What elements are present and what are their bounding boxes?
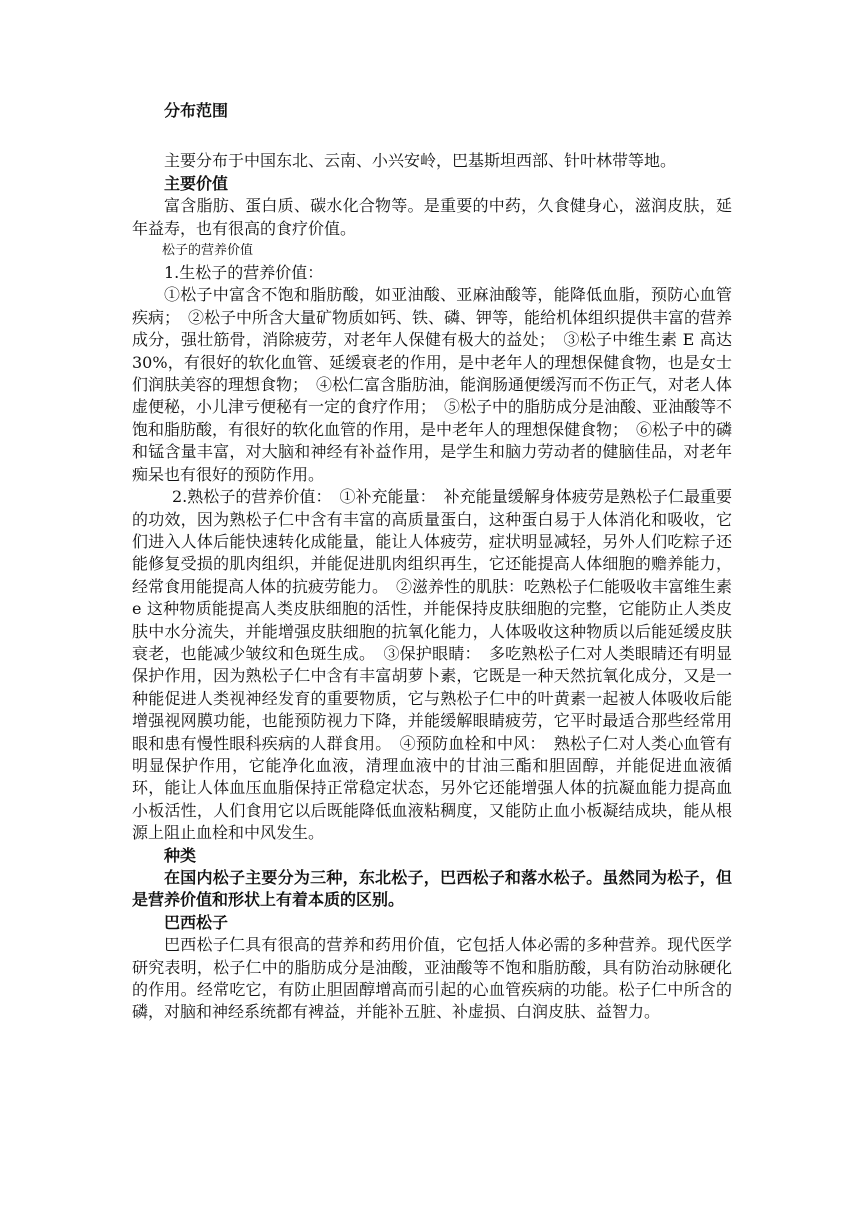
paragraph-types: 在国内松子主要分为三种，东北松子，巴西松子和落水松子。虽然同为松子，但是营养价值和形状上有着本质的区别。	[132, 868, 732, 910]
paragraph-brazil: 巴西松子仁具有很高的营养和药用价值，它包括人体必需的多种营养。现代医学研究表明，松子仁中的脂肪成分是油酸，亚油酸等不饱和脂肪酸，具有防治动脉硬化的作用。经常吃它，有防止胆固醇增高而引起的心血管疾病的功能。松子仁中所含的磷，对脑和神经系统都有裨益，并能补五脏、补虚损、白润皮肤、益智力。	[132, 935, 732, 1022]
section-title-distribution: 分布范围	[164, 101, 229, 120]
section-title-brazil: 巴西松子	[164, 912, 229, 932]
paragraph-raw-nutrition: ①松子中富含不饱和脂肪酸，如亚油酸、亚麻油酸等，能降低血脂，预防心血管疾病； ②松子中所含大量矿物质如钙、铁、磷、钾等，能给机体组织提供丰富的营养成分，强壮筋骨，消除疲劳，对老年人保健有极大的益处； ③松子中维生素 E 高达 30%，有很好的软化血管、延缓衰老的作用，是中老年人的理想保健食物，也是女士们润肤美容的理想食物； ④松仁富含脂肪油，能润肠通便缓泻而不伤正气，对老人体虚便秘，小儿津亏便秘有一定的食疗作用； ⑤松子中的脂肪成分是油酸、亚油酸等不饱和脂肪酸，有很好的软化血管的作用，是中老年人的理想保健食物； ⑥松子中的磷和锰含量丰富，对大脑和神经有补益作用，是学生和脑力劳动者的健脑佳品，对老年痴呆也有很好的预防作用。	[132, 285, 733, 484]
section-title-types: 种类	[164, 845, 197, 865]
paragraph-value: 富含脂肪、蛋白质、碳水化合物等。是重要的中药，久食健身心，滋润皮肤，延年益寿，也有很高的食疗价值。	[132, 196, 732, 238]
paragraph-cooked-nutrition: 2.熟松子的营养价值： ①补充能量： 补充能量缓解身体疲劳是熟松子仁最重要的功效，因为熟松子仁中含有丰富的高质量蛋白，这种蛋白易于人体消化和吸收，它们进入人体后能快速转化成能量，能让人体疲劳，症状明显减轻，另外人们吃粽子还能修复受损的肌肉组织，并能促进肌肉组织再生，它还能提高人体细胞的赡养能力，经常食用能提高人体的抗疲劳能力。 ②滋养性的肌肤：吃熟松子仁能吸收丰富维生素 e 这种物质能提高人类皮肤细胞的活性，并能保持皮肤细胞的完整，它能防止人类皮肤中水分流失，并能增强皮肤细胞的抗氧化能力，人体吸收这种物质以后能延缓皮肤衰老，也能减少皱纹和色斑生成。 ③保护眼睛： 多吃熟松子仁对人类眼睛还有明显保护作用，因为熟松子仁中含有丰富胡萝卜素，它既是一种天然抗氧化成分，又是一种能促进人类视神经发育的重要物质，它与熟松子仁中的叶黄素一起被人体吸收后能增强视网膜功能，也能预防视力下降，并能缓解眼睛疲劳，它平时最适合那些经常用眼和患有慢性眼科疾病的人群食用。 ④预防血栓和中风： 熟松子仁对人类心血管有明显保护作用，它能净化血液，清理血液中的甘油三酯和胆固醇，并能促进血液循环，能让人体血压血脂保持正常稳定状态，另外它还能增强人体的抗凝血能力提高血小板活性，人们食用它以后既能降低血液粘稠度，又能防止血小板凝结成块，能从根源上阻止血栓和中风发生。	[132, 487, 733, 843]
section-title-value: 主要价值	[164, 173, 229, 193]
section-title-nutrition: 松子的营养价值	[162, 243, 254, 259]
paragraph-distribution: 主要分布于中国东北、云南、小兴安岭，巴基斯坦西部、针叶林带等地。	[164, 151, 677, 171]
spacer	[132, 122, 732, 150]
subheading-raw-nutrition: 1.生松子的营养价值：	[164, 263, 324, 283]
